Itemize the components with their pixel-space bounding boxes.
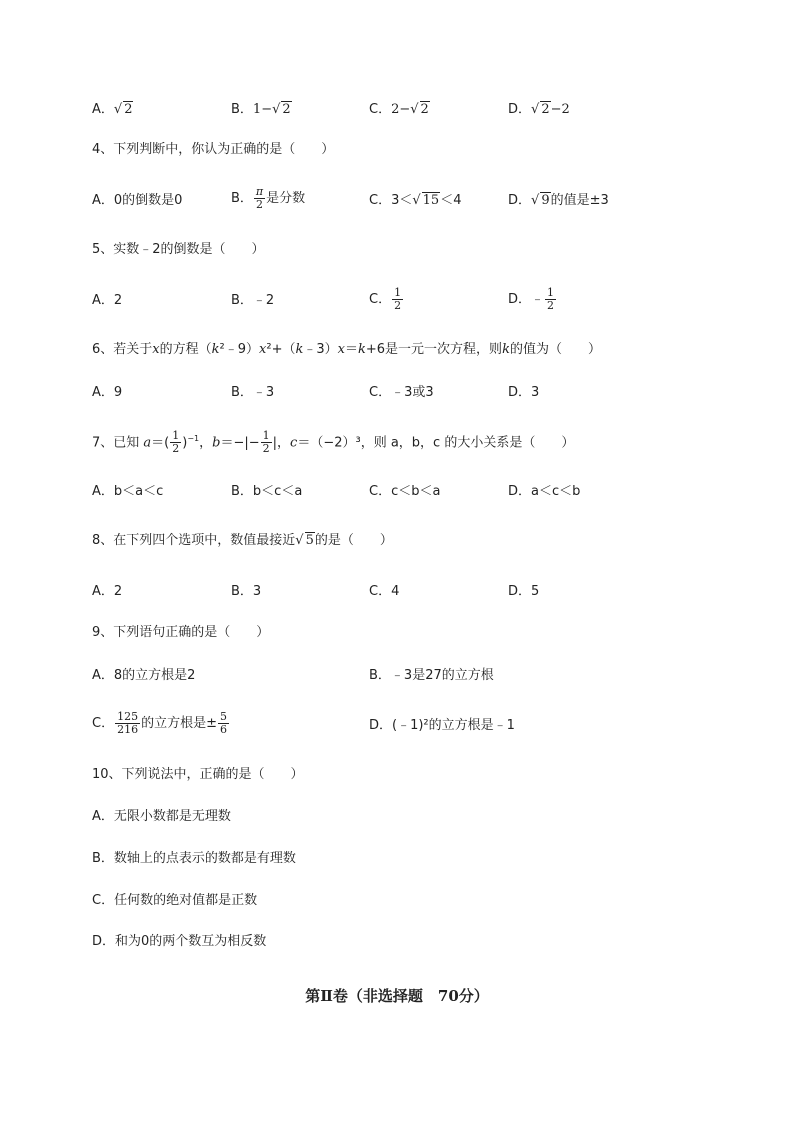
q8-option-d: D．5 (508, 584, 540, 599)
q7-option-a: A．b＜a＜c (92, 484, 164, 499)
question-4-stem: 4、下列判断中，你认为正确的是（ ） (92, 142, 335, 157)
q10-option-a: A．无限小数都是无理数 (92, 809, 231, 824)
q3-option-d: D．√ 2−2 (508, 102, 570, 117)
q4-option-a: A．0的倒数是0 (92, 193, 183, 208)
q5-option-b: B．﹣2 (231, 293, 275, 308)
q8-option-b: B．3 (231, 584, 262, 599)
q5-option-d: D．﹣ $\frac{1}{2}$ (508, 286, 555, 312)
q9-option-d: D．(﹣1)²的立方根是﹣1 (369, 718, 515, 733)
q10-option-c: C．任何数的绝对值都是正数 (92, 893, 258, 908)
question-9-stem: 9、下列语句正确的是（ ） (92, 625, 270, 640)
q5-option-a: A．2 (92, 293, 123, 308)
sqrt-2: √ 2 (113, 102, 133, 117)
q3-option-c: C．2−√ 2 (369, 102, 429, 117)
q7-option-b: B．b＜c＜a (231, 484, 303, 499)
q10-option-d: D．和为0的两个数互为相反数 (92, 934, 267, 949)
q6-option-a: A．9 (92, 385, 123, 400)
question-8-stem: 8、在下列四个选项中，数值最接近√ 5的是（ ） (92, 533, 393, 548)
q9-option-c: C． $\frac{125}{216}$ 的立方根是± $\frac{5}{6}$ (92, 710, 227, 736)
question-10-stem: 10、下列说法中，正确的是（ ） (92, 767, 304, 782)
q9-option-b: B．﹣3是27的立方根 (369, 668, 494, 683)
question-6-stem: 6、若关于x的方程（k²﹣9）x²+（k﹣3）x＝k+6是一元一次方程，则k的值为（ ） (92, 342, 601, 357)
q10-option-b: B．数轴上的点表示的数都是有理数 (92, 851, 296, 866)
q9-option-a: A．8的立方根是2 (92, 668, 196, 683)
q7-option-d: D．a＜c＜b (508, 484, 581, 499)
q6-option-b: B．﹣3 (231, 385, 275, 400)
q4-option-c: C．3＜√ 15＜4 (369, 193, 462, 208)
q8-option-c: C．4 (369, 584, 400, 599)
q8-option-a: A．2 (92, 584, 123, 599)
q3-option-b: B．1−√ 2 (231, 102, 291, 117)
question-5-stem: 5、实数﹣2的倒数是（ ） (92, 242, 265, 257)
q6-option-c: C．﹣3或3 (369, 385, 434, 400)
q4-option-d: D．√ 9的值是±3 (508, 193, 609, 208)
q3-option-a: A．√ 2 (92, 102, 133, 117)
section-heading: 第Ⅱ卷（非选择题 70分） (305, 987, 489, 1005)
q6-option-d: D．3 (508, 385, 540, 400)
q4-option-b: B． $\frac{\pi}{2}$ 是分数 (231, 185, 306, 211)
q5-option-c: C． $\frac{1}{2}$ (369, 286, 402, 312)
question-7-stem: 7、已知 a＝( $\frac{1}{2}$ )$^{-1}$，b＝−|− $\frac{1}{2}$ |，c＝（−2）³，则 a，b，c 的大小关系是（ ） (92, 429, 575, 456)
q7-option-c: C．c＜b＜a (369, 484, 441, 499)
